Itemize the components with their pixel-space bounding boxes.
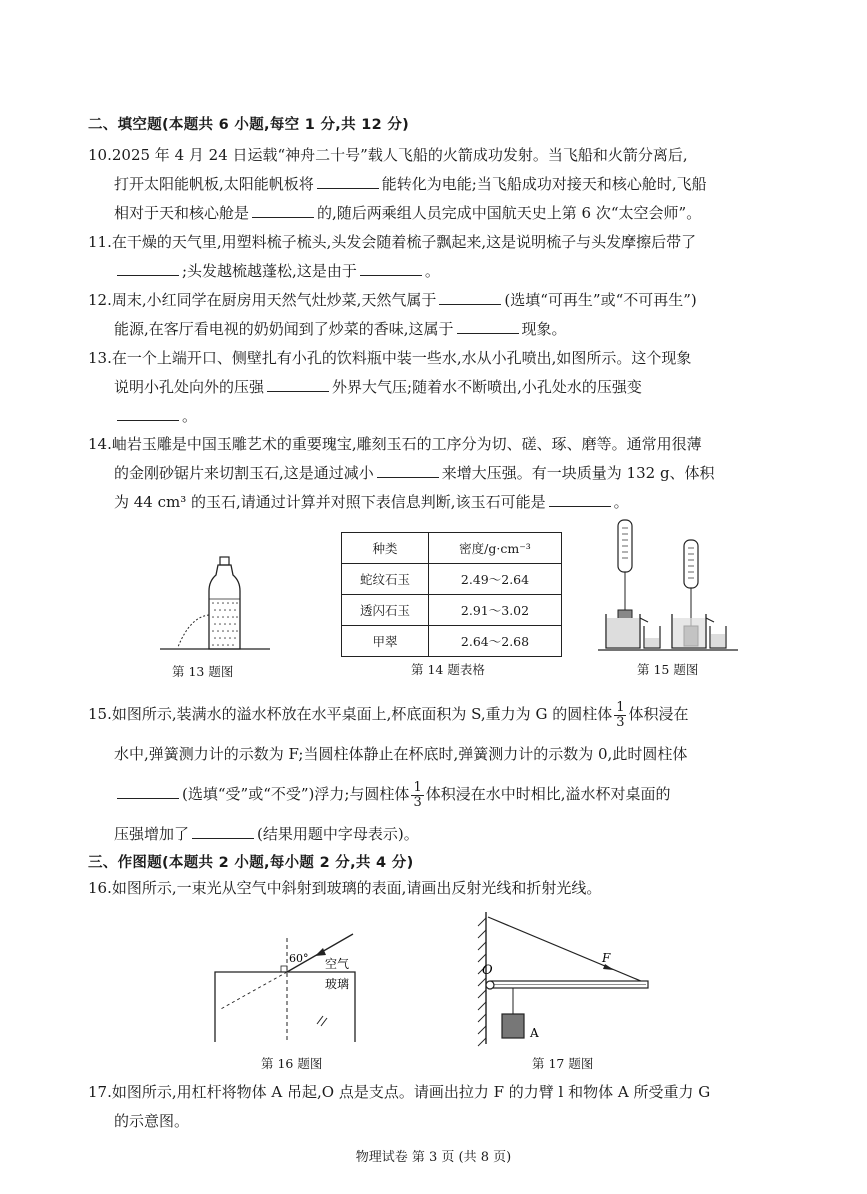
q12-blank1[interactable]: [439, 290, 501, 305]
question-11: [88, 228, 778, 286]
q13-line3-end: 。: [182, 407, 198, 425]
question-13: [88, 344, 778, 431]
q10-line3b: 的,随后两乘组人员完成中国航天史上第 6 次“太空会师”。: [317, 204, 702, 222]
question-16: [88, 874, 778, 903]
q13-line2a: 说明小孔处向外的压强: [114, 378, 265, 396]
q13-line2b: 外界大气压;随着水不断喷出,小孔处水的压强变: [332, 378, 642, 396]
q15-line1: [88, 694, 788, 734]
question-14: [88, 430, 778, 517]
q11-blank2[interactable]: [360, 261, 422, 276]
q12-line2b: 现象。: [521, 320, 567, 338]
fraction-denominator: 3: [413, 794, 422, 810]
q14-blank2[interactable]: [549, 492, 611, 507]
q15-line3: [88, 774, 788, 814]
q15-blank2[interactable]: [192, 824, 254, 839]
table-cell: 甲翠: [342, 626, 429, 657]
q10-blank2[interactable]: [252, 203, 314, 218]
q13-line3: [88, 402, 778, 431]
q12-line2: [88, 315, 778, 344]
q11-blank1[interactable]: [117, 261, 179, 276]
table-cell: 2.91～3.02: [429, 595, 562, 626]
figure-16-light-refraction: [215, 918, 375, 1048]
q11-line2: [88, 257, 778, 286]
q17-line2: 的示意图。: [114, 1112, 190, 1130]
q15-line4a: 压强增加了: [114, 825, 190, 843]
caption-fig13: 第 13 题图: [172, 664, 234, 679]
table-cell: 蛇纹石玉: [342, 564, 429, 595]
q14-line2a: 的金刚砂锯片来切割玉石,这是通过减小: [114, 464, 374, 482]
fraction-numerator: 1: [616, 699, 625, 715]
glass-label: 玻璃: [325, 977, 350, 991]
question-15: [88, 694, 788, 854]
q12-line1a: 12.周末,小红同学在厨房用天然气灶炒菜,天然气属于: [88, 291, 437, 309]
caption-fig15: 第 15 题图: [637, 662, 699, 677]
table-row: [342, 564, 562, 595]
force-label: F: [602, 951, 611, 965]
table-row: [342, 626, 562, 657]
q12-line2a: 能源,在客厅看电视的奶奶闻到了炒菜的香味,这属于: [114, 320, 454, 338]
q10-blank1[interactable]: [317, 174, 379, 189]
air-label: 空气: [325, 957, 350, 971]
q12-blank2[interactable]: [457, 319, 519, 334]
fraction-one-third: [411, 781, 423, 810]
block-label: A: [530, 1026, 539, 1040]
q14-blank1[interactable]: [377, 463, 439, 478]
q15-line1a: 15.如图所示,装满水的溢水杯放在水平桌面上,杯底面积为 S,重力为 G 的圆柱体: [88, 705, 613, 723]
caption-fig17: 第 17 题图: [532, 1056, 594, 1071]
q14-line2: [88, 459, 778, 488]
figure-13-bottle: [160, 555, 270, 655]
section-2-title: 二、填空题(本题共 6 小题,每空 1 分,共 12 分): [88, 117, 410, 133]
table-header-cell: 密度/g·cm⁻³: [429, 533, 562, 564]
table-cell: 2.64～2.68: [429, 626, 562, 657]
q10-line2: [88, 170, 778, 199]
q10-line2a: 打开太阳能帆板,太阳能帆板将: [114, 175, 314, 193]
q14-line3b: 。: [613, 493, 629, 511]
section-3-title: 三、作图题(本题共 2 小题,每小题 2 分,共 4 分): [88, 855, 414, 871]
table-header-row: [342, 533, 562, 564]
q11-line1: 11.在干燥的天气里,用塑料梳子梳头,头发会随着梳子飘起来,这是说明梳子与头发摩擦后带了: [88, 233, 697, 251]
q15-line4b: (结果用题中字母表示)。: [257, 825, 419, 843]
q15-line3b: 体积浸在水中时相比,溢水杯对桌面的: [425, 785, 671, 803]
fraction-denominator: 3: [616, 714, 625, 730]
q16-line1: 16.如图所示,一束光从空气中斜射到玻璃的表面,请画出反射光线和折射光线。: [88, 879, 602, 897]
q15-line4: [88, 814, 788, 854]
table-row: [342, 595, 562, 626]
fraction-numerator: 1: [413, 779, 422, 795]
q10-line3a: 相对于天和核心舱是: [114, 204, 250, 222]
q15-line3a: (选填“受”或“不受”)浮力;与圆柱体: [182, 785, 410, 803]
question-10: [88, 141, 778, 228]
q12-line1: [88, 286, 778, 315]
density-table: [341, 532, 562, 657]
caption-table14: 第 14 题表格: [411, 662, 485, 677]
q11-line2b: 。: [424, 262, 440, 280]
page-footer: 物理试卷 第 3 页 (共 8 页): [355, 1150, 512, 1165]
q14-line1: 14.岫岩玉雕是中国玉雕艺术的重要瑰宝,雕刻玉石的工序分为切、磋、琢、磨等。通常用很薄: [88, 435, 702, 453]
angle-label: 60°: [289, 952, 309, 965]
table-cell: 2.49～2.64: [429, 564, 562, 595]
caption-fig16: 第 16 题图: [261, 1056, 323, 1071]
q14-line2b: 来增大压强。有一块质量为 132 g、体积: [441, 464, 715, 482]
q14-line3a: 为 44 cm³ 的玉石,请通过计算并对照下表信息判断,该玉石可能是: [114, 493, 546, 511]
q10-line1: 10.2025 年 4 月 24 日运载“神舟二十号”载人飞船的火箭成功发射。当飞船和火箭分离后,: [88, 146, 688, 164]
pivot-label: O: [482, 963, 493, 978]
figure-17-lever: [474, 912, 654, 1047]
q12-line1b: (选填“可再生”或“不可再生”): [504, 291, 697, 309]
q15-blank1[interactable]: [117, 784, 179, 799]
q10-line2b: 能转化为电能;当飞船成功对接天和核心舱时,飞船: [381, 175, 707, 193]
q14-line3: [88, 488, 778, 517]
figure-15-spring-scale: [598, 516, 748, 656]
q11-line2a: ;头发越梳越蓬松,这是由于: [182, 262, 357, 280]
q15-line1b: 体积浸在: [628, 705, 689, 723]
q17-line1: 17.如图所示,用杠杆将物体 A 吊起,O 点是支点。请画出拉力 F 的力臂 l 和物体 A 所受重力 G: [88, 1083, 711, 1101]
q15-line2: 水中,弹簧测力计的示数为 F;当圆柱体静止在杯底时,弹簧测力计的示数为 0,此时圆柱体: [114, 745, 688, 763]
table-cell: 透闪石玉: [342, 595, 429, 626]
q13-blank2[interactable]: [117, 406, 179, 421]
table-header-cell: 种类: [342, 533, 429, 564]
q13-blank1[interactable]: [267, 377, 329, 392]
question-17: [88, 1078, 778, 1136]
q13-line1: 13.在一个上端开口、侧壁扎有小孔的饮料瓶中装一些水,水从小孔喷出,如图所示。这个现象: [88, 349, 692, 367]
question-12: [88, 286, 778, 344]
fraction-one-third: [614, 701, 626, 730]
q13-line2: [88, 373, 778, 402]
q10-line3: [88, 199, 778, 228]
